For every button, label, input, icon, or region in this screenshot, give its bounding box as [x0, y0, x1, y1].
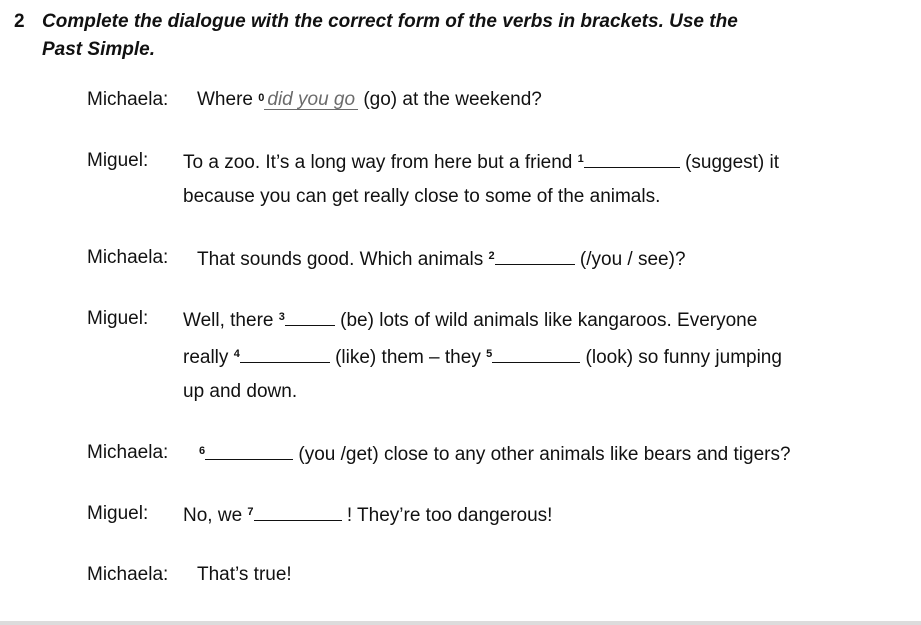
speaker-label: Miguel:	[87, 308, 149, 329]
answer-blank-2[interactable]	[495, 246, 575, 265]
instruction-text: Complete the dialogue with the correct form of the verbs in brackets. Use the	[42, 11, 738, 32]
gap-number: 6	[199, 445, 206, 457]
gap-number: 3	[278, 311, 285, 323]
dialogue-text: because you can get really close to some of the animals.	[183, 186, 661, 207]
dialogue-text: Where $^0$ did you go (go) at the weekend?	[197, 89, 542, 110]
answer-blank-3[interactable]	[285, 307, 335, 326]
dialogue-text: really $^4$ (like) them – they $^5$ (look) so funny jumping	[183, 344, 782, 370]
speaker-label: Michaela:	[87, 564, 169, 585]
speaker-label: Michaela:	[87, 89, 169, 110]
answer-blank-7[interactable]	[254, 502, 342, 521]
dialogue-text: Well, there $^3$ (be) lots of wild animals like kangaroos. Everyone	[183, 307, 757, 333]
gap-number: 2	[488, 250, 495, 262]
dialogue-text: To a zoo. It’s a long way from here but a friend $^1$ (suggest) it	[183, 149, 779, 175]
instruction-text-continued: Past Simple.	[42, 39, 155, 60]
exercise-heading	[14, 8, 904, 64]
speaker-label: Michaela:	[87, 247, 169, 268]
answer-blank-6[interactable]	[205, 441, 293, 460]
speaker-label: Michaela:	[87, 442, 169, 463]
gap-number: 1	[577, 153, 584, 165]
example-answer: did you go	[264, 90, 358, 110]
gap-number: 7	[247, 506, 254, 518]
gap-number: 0	[258, 92, 265, 104]
speaker-label: Miguel:	[87, 503, 149, 524]
dialogue-text: That sounds good. Which animals $^2$ (/you / see)?	[197, 246, 686, 272]
answer-blank-4[interactable]	[240, 344, 330, 363]
dialogue-text: up and down.	[183, 381, 298, 402]
speaker-label: Miguel:	[87, 150, 149, 171]
gap-number: 5	[486, 348, 493, 360]
gap-number: 4	[233, 348, 240, 360]
dialogue-text: $^6$ (you /get) close to any other animals like bears and tigers?	[199, 441, 791, 467]
dialogue-text: That’s true!	[197, 564, 292, 585]
exercise-number: 2	[14, 11, 25, 32]
dialogue-text: No, we $^7$ ! They’re too dangerous!	[183, 502, 552, 528]
answer-blank-5[interactable]	[492, 344, 580, 363]
page-edge-divider	[0, 621, 921, 625]
answer-blank-1[interactable]	[584, 149, 680, 168]
